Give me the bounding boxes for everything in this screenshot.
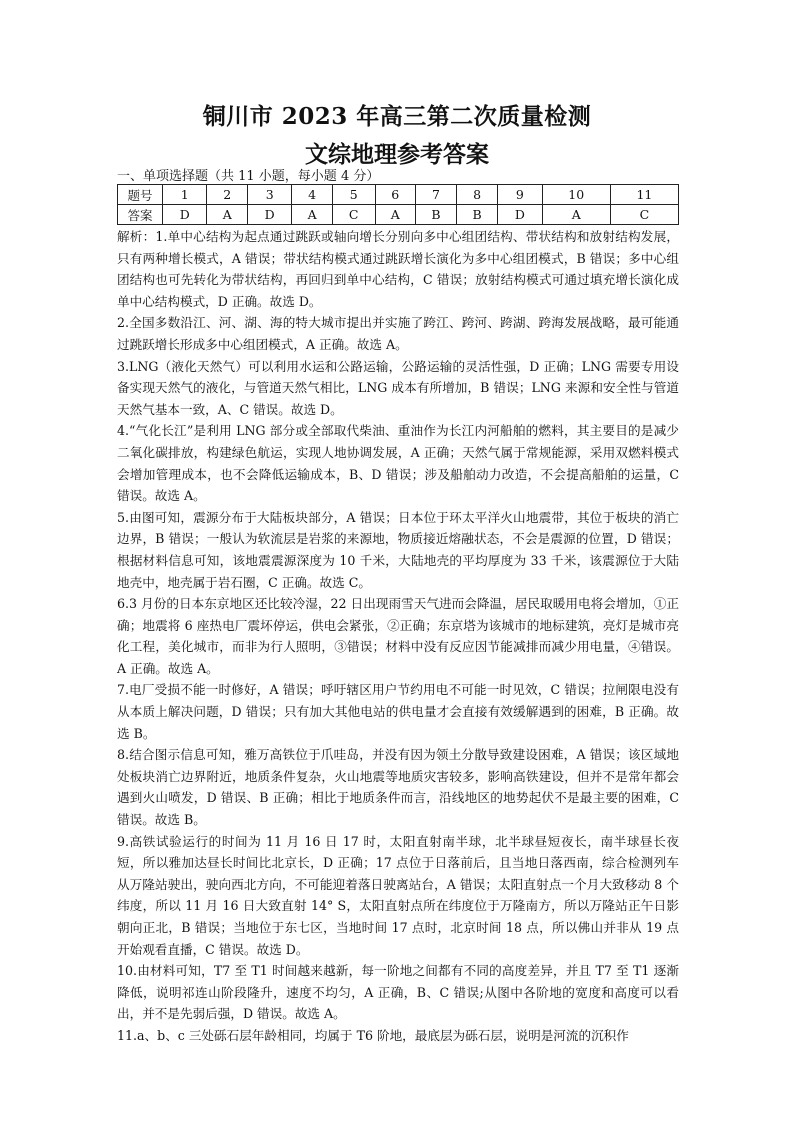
question-number-cell: 9	[498, 185, 542, 205]
explanation-paragraph: 10.由材料可知，T7 至 T1 时间越来越新，每一阶地之间都有不同的高度差异，并且 T7 至 T1 逐渐降低，说明祁连山阶段隆升，速度不均匀，A 正确，B、C 错误;从图中各阶地的宽度和高度可以看出，并不是先弱后强，D 错误。故选 A。	[117, 963, 679, 1022]
explanation-paragraph: 6.3 月份的日本东京地区还比较冷湿，22 日出现雨雪天气进而会降温，居民取暖用电将会增加，①正确；地震将 6 座热电厂震坏停运，供电会紧张，②正确；东京塔为该城市的地标建筑，亮灯是城市亮化工程，美化城市，而非为行人照明，③错误；材料中没有反应因节能减排而减少用电量，④错误。A 正确。故选 A。	[117, 596, 679, 676]
question-number-cell: 8	[457, 185, 498, 205]
explanation-paragraph: 2.全国多数沿江、河、湖、海的特大城市提出并实施了跨江、跨河、跨湖、跨海发展战略，最可能通过跳跃增长形成多中心组团模式，A 正确。故选 A。	[117, 315, 679, 352]
answer-cell: D	[247, 205, 291, 225]
question-number-cell: 4	[292, 185, 332, 205]
question-number-cell: 2	[207, 185, 247, 205]
table-row-header: 答案	[118, 205, 163, 225]
question-number-cell: 6	[375, 185, 415, 205]
explanation-paragraph: 9.高铁试验运行的时间为 11 月 16 日 17 时，太阳直射南半球，北半球昼短夜长，南半球昼长夜短，所以雅加达昼长时间比北京长，D 正确；17 点位于日落前后，且当地日落西南，综合检测列车从万隆站驶出，驶向西北方向，不可能迎着落日驶离站台，A 错误；太阳直射点一个月大致移动 8 个纬度，所以 11 月 16 日大致直射 14° S，太阳直射点所在纬度位于万隆南方，所以万隆站正午日影朝向正北，B 错误；当地位于东七区，当地时间 17 点时，北京时间 18 点，所以佛山并非从 19 点开始观看直播，C 错误。故选 D。	[117, 833, 679, 957]
explanation-body	[117, 226, 679, 1047]
table-row-header: 题号	[118, 185, 163, 205]
table-row-numbers	[118, 185, 679, 205]
explanation-paragraph: 11.a、b、c 三处砾石层年龄相同，均属于 T6 阶地，最底层为砾石层，说明是河流的沉积作	[117, 1027, 629, 1043]
explanation-paragraph: 4.“气化长江”是利用 LNG 部分或全部取代柴油、重油作为长江内河船舶的燃料，其主要目的是减少二氧化碳排放，构建绿色航运，实现人地协调发展，A 正确；天然气属于常规能源，采用双燃料模式会增加管理成本，也不会降低运输成本，B、D 错误；涉及船舶动力改造，不会提高船舶的运量，C 错误。故选 A。	[117, 423, 679, 504]
answer-cell: D	[163, 205, 207, 225]
question-number-cell: 1	[163, 185, 207, 205]
document-title: 铜川市 2023 年高三第二次质量检测	[202, 103, 592, 130]
answer-table	[117, 184, 679, 225]
explanation-paragraph: 解析：1.单中心结构为起点通过跳跃或轴向增长分别向多中心组团结构、带状结构和放射结构发展，只有两种增长模式，A 错误；带状结构模式通过跳跃增长演化为多中心组团模式，B 错误；多中心组团结构也可先转化为带状结构，再回归到单中心结构，C 错误；放射结构模式可通过填充增长演化成单中心结构模式，D 正确。故选 D。	[117, 229, 679, 309]
answer-cell: A	[375, 205, 415, 225]
question-number-cell: 3	[247, 185, 291, 205]
answer-cell: C	[610, 205, 678, 225]
section-heading: 一、单项选择题（共 11 小题，每小题 4 分）	[117, 169, 380, 184]
table-row-answers	[118, 205, 679, 225]
document-subtitle: 文综地理参考答案	[305, 141, 489, 168]
answer-cell: B	[457, 205, 498, 225]
explanation-paragraph: 7.电厂受损不能一时修好，A 错误；呼吁辖区用户节约用电不可能一时见效，C 错误；拉闸限电没有从本质上解决问题，D 错误；只有加大其他电站的供电量才会直接有效缓解遇到的困难，B 正确。故选 B。	[117, 682, 679, 741]
question-number-cell: 11	[610, 185, 678, 205]
answer-cell: D	[498, 205, 542, 225]
answer-cell: C	[332, 205, 375, 225]
question-number-cell: 5	[332, 185, 375, 205]
answer-cell: A	[292, 205, 332, 225]
explanation-paragraph: 8.结合图示信息可知，雅万高铁位于爪哇岛，并没有因为领土分散导致建设困难，A 错误；该区域地处板块消亡边界附近，地质条件复杂，火山地震等地质灾害较多，影响高铁建设，但并不是常年都会遇到火山喷发，D 错误、B 正确；相比于地质条件而言，沿线地区的地势起伏不是最主要的困难，C 错误。故选 B。	[117, 747, 679, 828]
question-number-cell: 10	[542, 185, 610, 205]
question-number-cell: 7	[415, 185, 456, 205]
explanation-paragraph: 3.LNG（液化天然气）可以利用水运和公路运输，公路运输的灵活性强，D 正确；LNG 需要专用设备实现天然气的液化，与管道天然气相比，LNG 成本有所增加，B 错误；LNG 来源和安全性与管道天然气基本一致，A、C 错误。故选 D。	[117, 358, 679, 417]
answer-cell: A	[207, 205, 247, 225]
answer-cell: B	[415, 205, 456, 225]
answer-cell: A	[542, 205, 610, 225]
explanation-paragraph: 5.由图可知，震源分布于大陆板块部分，A 错误；日本位于环太平洋火山地震带，其位于板块的消亡边界，B 错误；一般认为软流层是岩浆的来源地，物质接近熔融状态，不会是震源的位置，D 错误；根据材料信息可知，该地震震源深度为 10 千米，大陆地壳的平均厚度为 33 千米，该震源位于大陆地壳中，地壳属于岩石圈，C 正确。故选 C。	[117, 509, 679, 590]
